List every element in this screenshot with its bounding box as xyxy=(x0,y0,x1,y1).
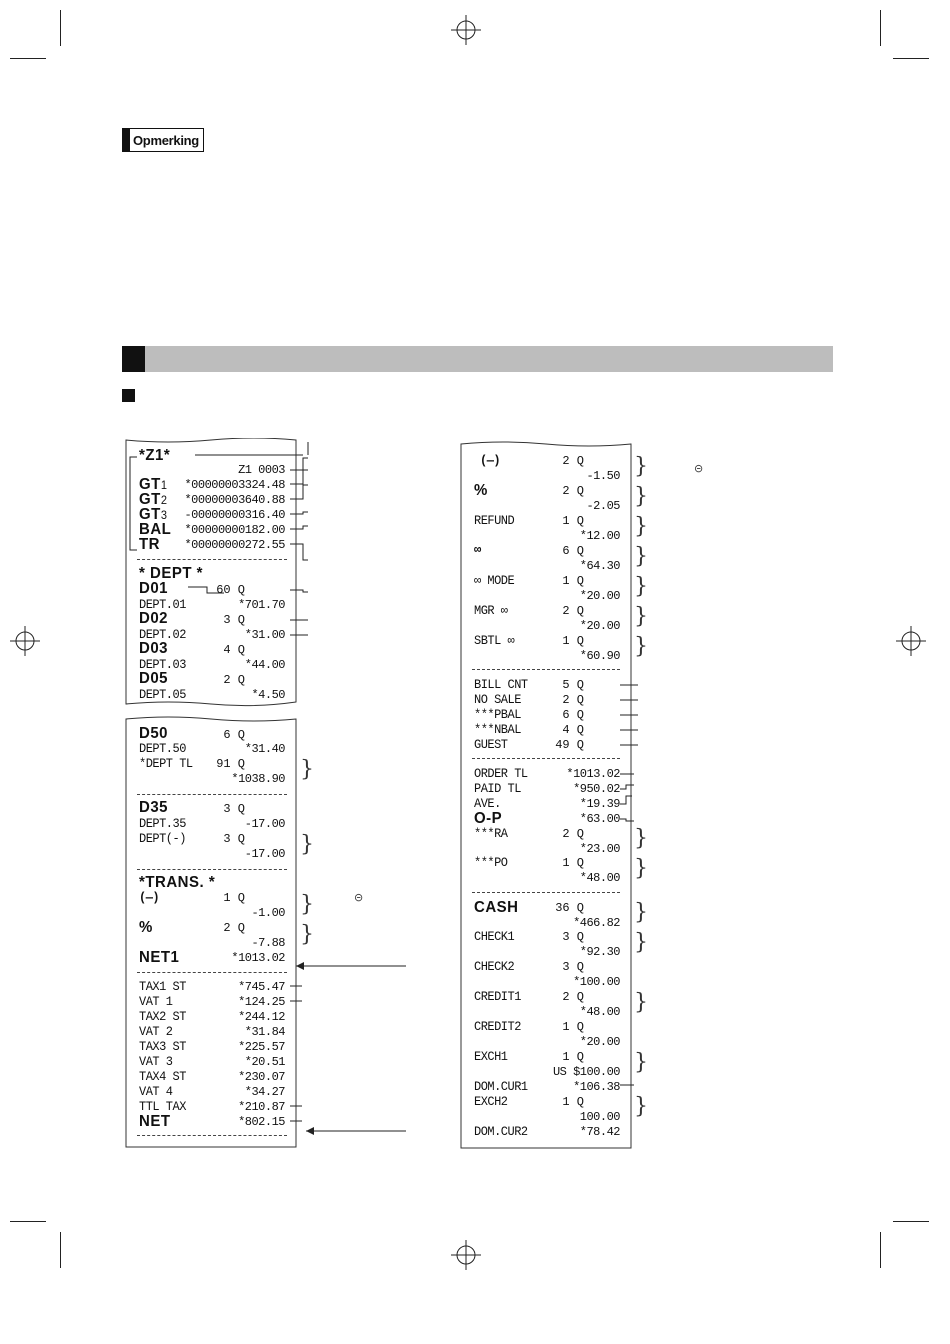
count-label: ***NBAL xyxy=(474,722,521,738)
tax-label: VAT 3 xyxy=(139,1054,173,1070)
note-tag-label: Opmerking xyxy=(133,132,199,148)
dept-minus-amount: -17.00 xyxy=(244,847,285,861)
minus-key-icon: ⊝ xyxy=(694,462,704,475)
percent-amount: -2.05 xyxy=(586,499,620,513)
dept-qty: 2 Q xyxy=(223,673,245,687)
brace: } xyxy=(634,826,648,851)
minus-key-icon: ⊝ xyxy=(354,891,364,904)
dept-total-amount: *1038.90 xyxy=(231,772,285,786)
count-qty: 6 Q xyxy=(562,708,584,722)
media-qty: 2 Q xyxy=(562,990,584,1004)
media-qty: 3 Q xyxy=(562,960,584,974)
dept-qty: 6 Q xyxy=(223,728,245,742)
brace: } xyxy=(300,922,314,947)
dept-code: D02 xyxy=(139,609,169,628)
percent-label: % xyxy=(139,918,153,937)
brace: } xyxy=(634,856,648,881)
brace: } xyxy=(634,990,648,1015)
crop-mark xyxy=(893,58,929,59)
mgr-void-label: MGR ∞ xyxy=(474,603,508,619)
gt1-value: *00000003324.48 xyxy=(184,478,285,492)
net1-amount: *1013.02 xyxy=(231,951,285,965)
media-label: CHECK2 xyxy=(474,959,515,975)
tax-amount: *225.57 xyxy=(238,1040,285,1054)
dept-code: D01 xyxy=(139,579,169,598)
total-label: PAID TL xyxy=(474,781,521,797)
separator xyxy=(137,972,287,973)
total-amount: *950.02 xyxy=(573,782,620,796)
brace: } xyxy=(634,454,648,479)
total-label: ORDER TL xyxy=(474,766,528,782)
registration-mark-icon xyxy=(10,626,40,656)
dept-minus-label: DEPT(-) xyxy=(139,831,186,847)
po-amount: *48.00 xyxy=(579,871,620,885)
po-label: ***PO xyxy=(474,855,508,871)
dept-qty: 60 Q xyxy=(216,583,245,597)
dept-amount: *31.00 xyxy=(244,628,285,642)
dept-amount: *4.50 xyxy=(251,688,285,702)
leader-lines xyxy=(290,950,410,1140)
percent-label: % xyxy=(474,481,488,500)
gt1-label: GT1 xyxy=(139,475,168,494)
tax-amount: *230.07 xyxy=(238,1070,285,1084)
mgr-void-qty: 2 Q xyxy=(562,604,584,618)
po-qty: 1 Q xyxy=(562,856,584,870)
dom-cur2-amount: *78.42 xyxy=(579,1125,620,1139)
tax-amount: *244.12 xyxy=(238,1010,285,1024)
separator xyxy=(472,669,620,670)
media-amount: *20.00 xyxy=(579,1035,620,1049)
brace: } xyxy=(300,892,314,917)
dom-cur1-label: DOM.CUR1 xyxy=(474,1079,528,1095)
receipt-z1-part3 xyxy=(460,440,632,1150)
media-label: EXCH1 xyxy=(474,1049,508,1065)
percent-qty: 2 Q xyxy=(562,484,584,498)
refund-qty: 1 Q xyxy=(562,514,584,528)
refund-label: REFUND xyxy=(474,513,515,529)
separator xyxy=(137,869,287,870)
dept-name: DEPT.01 xyxy=(139,597,186,613)
minus-amount: -1.50 xyxy=(586,469,620,483)
separator xyxy=(137,794,287,795)
net-label: NET xyxy=(139,1112,171,1131)
dept-name: DEPT.05 xyxy=(139,687,186,703)
tax-label: TTL TAX xyxy=(139,1099,186,1115)
note-tag xyxy=(122,128,204,152)
ra-qty: 2 Q xyxy=(562,827,584,841)
brace: } xyxy=(634,930,648,955)
section-header-bar xyxy=(122,346,833,372)
bal-label: BAL xyxy=(139,520,172,539)
minus-qty: 2 Q xyxy=(562,454,584,468)
tax-label: VAT 2 xyxy=(139,1024,173,1040)
gt3-label: GT3 xyxy=(139,505,168,524)
count-label: BILL CNT xyxy=(474,677,528,693)
tax-label: TAX2 ST xyxy=(139,1009,186,1025)
note-tag-block xyxy=(123,129,130,151)
dept-name: DEPT.35 xyxy=(139,816,186,832)
crop-mark xyxy=(60,1232,61,1268)
registration-mark-icon xyxy=(896,626,926,656)
crop-mark xyxy=(880,10,881,46)
dept-amount: -17.00 xyxy=(244,817,285,831)
minus-label: (—) xyxy=(139,890,160,906)
dept-qty: 3 Q xyxy=(223,613,245,627)
total-label: O-P xyxy=(474,809,503,828)
trans-header: *TRANS. * xyxy=(139,873,216,892)
count-qty: 49 Q xyxy=(555,738,584,752)
brace: } xyxy=(634,634,648,659)
tax-label: TAX1 ST xyxy=(139,979,186,995)
crop-mark xyxy=(880,1232,881,1268)
bal-value: *00000000182.00 xyxy=(184,523,285,537)
z1-title: *Z1* xyxy=(139,446,171,465)
brace: } xyxy=(634,900,648,925)
void-label: ∞ xyxy=(474,542,481,558)
dept-total-label: *DEPT TL xyxy=(139,756,193,772)
media-amount: US $100.00 xyxy=(552,1065,620,1079)
gt2-value: *00000003640.88 xyxy=(184,493,285,507)
tax-label: VAT 1 xyxy=(139,994,173,1010)
dept-name: DEPT.02 xyxy=(139,627,186,643)
media-amount: *100.00 xyxy=(573,975,620,989)
brace: } xyxy=(634,604,648,629)
tr-label: TR xyxy=(139,535,160,554)
crop-mark xyxy=(893,1221,929,1222)
media-qty: 1 Q xyxy=(562,1020,584,1034)
sbtl-void-amount: *60.90 xyxy=(579,649,620,663)
dept-name: DEPT.03 xyxy=(139,657,186,673)
exch2-qty: 1 Q xyxy=(562,1095,584,1109)
registration-mark-icon xyxy=(451,1240,481,1270)
media-label: CREDIT1 xyxy=(474,989,521,1005)
total-amount: *19.39 xyxy=(579,797,620,811)
refund-amount: *12.00 xyxy=(579,529,620,543)
brace: } xyxy=(634,514,648,539)
brace: } xyxy=(634,1094,648,1119)
void-mode-qty: 1 Q xyxy=(562,574,584,588)
brace: } xyxy=(300,832,314,857)
dept-total-qty: 91 Q xyxy=(216,757,245,771)
count-qty: 2 Q xyxy=(562,693,584,707)
media-amount: *92.30 xyxy=(579,945,620,959)
brace: } xyxy=(634,544,648,569)
separator xyxy=(472,892,620,893)
count-label: GUEST xyxy=(474,737,508,753)
dept-amount: *31.40 xyxy=(244,742,285,756)
tax-amount: *31.84 xyxy=(244,1025,285,1039)
void-mode-amount: *20.00 xyxy=(579,589,620,603)
dept-name: DEPT.50 xyxy=(139,741,186,757)
subsection-bullet xyxy=(122,389,135,402)
tax-label: TAX3 ST xyxy=(139,1039,186,1055)
dept-qty: 3 Q xyxy=(223,802,245,816)
dept-amount: *701.70 xyxy=(238,598,285,612)
media-qty: 3 Q xyxy=(562,930,584,944)
exch2-label: EXCH2 xyxy=(474,1094,508,1110)
void-qty: 6 Q xyxy=(562,544,584,558)
media-amount: *48.00 xyxy=(579,1005,620,1019)
z1-counter: Z1 0003 xyxy=(238,463,285,477)
ra-amount: *23.00 xyxy=(579,842,620,856)
net-amount: *802.15 xyxy=(238,1115,285,1129)
brace: } xyxy=(634,484,648,509)
tax-label: TAX4 ST xyxy=(139,1069,186,1085)
media-amount: *466.82 xyxy=(573,916,620,930)
registration-mark-icon xyxy=(451,15,481,45)
count-label: ***PBAL xyxy=(474,707,521,723)
leader-lines xyxy=(195,440,325,640)
receipt-z1-part2 xyxy=(125,715,297,1149)
dept-code: D05 xyxy=(139,669,169,688)
percent-amount: -7.88 xyxy=(251,936,285,950)
count-label: NO SALE xyxy=(474,692,521,708)
dept-qty: 4 Q xyxy=(223,643,245,657)
dom-cur2-label: DOM.CUR2 xyxy=(474,1124,528,1140)
brace: } xyxy=(300,757,314,782)
total-label: AVE. xyxy=(474,796,501,812)
media-qty: 1 Q xyxy=(562,1050,584,1064)
leader-lines xyxy=(620,680,650,1100)
total-amount: *1013.02 xyxy=(566,767,620,781)
media-label: CASH xyxy=(474,898,519,917)
dept-code: D50 xyxy=(139,724,169,743)
media-qty: 36 Q xyxy=(555,901,584,915)
dom-cur1-amount: *106.38 xyxy=(573,1080,620,1094)
header-bracket xyxy=(128,456,138,552)
ra-label: ***RA xyxy=(474,826,508,842)
count-qty: 4 Q xyxy=(562,723,584,737)
percent-qty: 2 Q xyxy=(223,921,245,935)
sbtl-void-qty: 1 Q xyxy=(562,634,584,648)
count-qty: 5 Q xyxy=(562,678,584,692)
void-amount: *64.30 xyxy=(579,559,620,573)
net1-label: NET1 xyxy=(139,948,180,967)
minus-amount: -1.00 xyxy=(251,906,285,920)
void-mode-label: ∞ MODE xyxy=(474,573,515,589)
minus-qty: 1 Q xyxy=(223,891,245,905)
minus-label: (—) xyxy=(480,453,501,469)
dept-minus-qty: 3 Q xyxy=(223,832,245,846)
mgr-void-amount: *20.00 xyxy=(579,619,620,633)
media-label: CHECK1 xyxy=(474,929,515,945)
dept-code: D03 xyxy=(139,639,169,658)
separator xyxy=(472,758,620,759)
sbtl-void-label: SBTL ∞ xyxy=(474,633,515,649)
brace: } xyxy=(634,1050,648,1075)
gt3-value: -00000000316.40 xyxy=(184,508,285,522)
crop-mark xyxy=(10,58,46,59)
separator xyxy=(137,1135,287,1136)
media-label: CREDIT2 xyxy=(474,1019,521,1035)
dept-header: * DEPT * xyxy=(139,564,204,583)
crop-mark xyxy=(10,1221,46,1222)
section-number-block xyxy=(122,346,145,372)
tax-amount: *210.87 xyxy=(238,1100,285,1114)
exch2-amount: 100.00 xyxy=(579,1110,620,1124)
tax-amount: *20.51 xyxy=(244,1055,285,1069)
dept-code: D35 xyxy=(139,798,169,817)
tax-amount: *745.47 xyxy=(238,980,285,994)
tr-value: *00000000272.55 xyxy=(184,538,285,552)
total-amount: *63.00 xyxy=(579,812,620,826)
tax-amount: *124.25 xyxy=(238,995,285,1009)
tax-label: VAT 4 xyxy=(139,1084,173,1100)
crop-mark xyxy=(60,10,61,46)
tax-amount: *34.27 xyxy=(244,1085,285,1099)
dept-amount: *44.00 xyxy=(244,658,285,672)
brace: } xyxy=(634,574,648,599)
gt2-label: GT2 xyxy=(139,490,168,509)
